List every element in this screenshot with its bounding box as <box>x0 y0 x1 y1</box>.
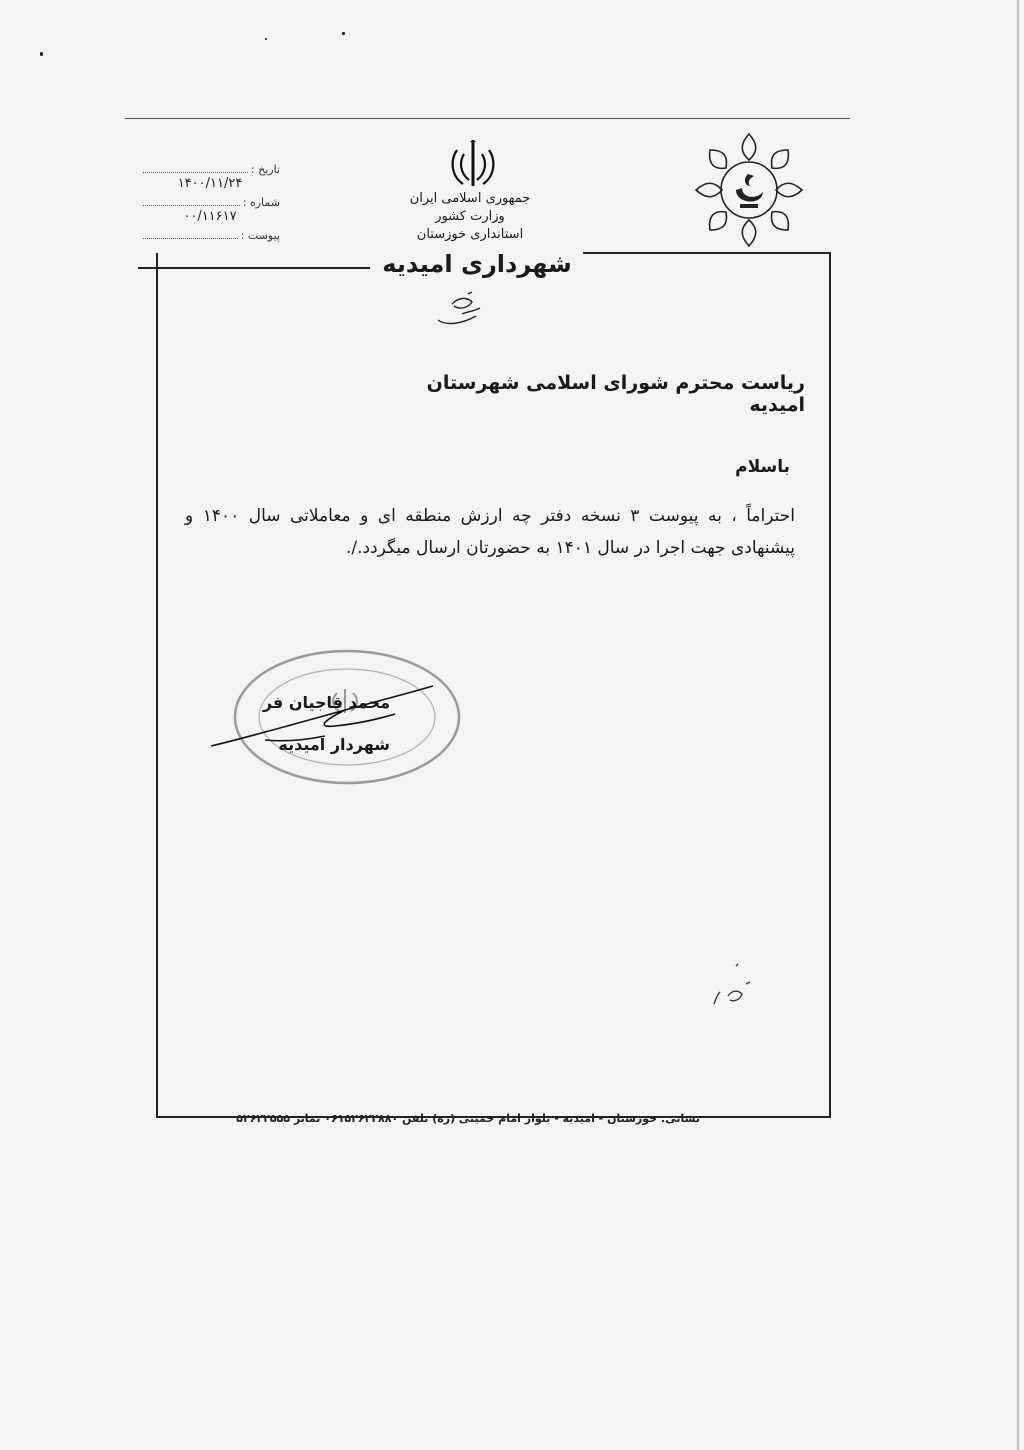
letter-body: احتراماً ، به پیوست ۳ نسخه دفتر چه ارزش منطقه ای و معاملاتی سال ۱۴۰۰ و پیشنهادی جهت اجرا در سال ۱۴۰۱ به حضورتان ارسال میگردد./. <box>185 506 796 558</box>
handwritten-signature <box>205 680 445 760</box>
municipality-title: شهرداری امیدیه <box>382 250 572 278</box>
number-line <box>140 193 280 209</box>
national-emblem-icon <box>448 140 498 192</box>
scan-speck <box>40 52 43 56</box>
salutation: باسلام <box>735 457 790 477</box>
number-value: ۰۰/۱۱۶۱۷ <box>183 209 237 224</box>
handwritten-mark <box>700 960 760 1010</box>
top-rule <box>125 118 850 119</box>
scan-speck <box>342 32 345 35</box>
signer-title: شهردار امیدیه <box>278 735 390 754</box>
attachment-label: پیوست : <box>240 229 280 242</box>
frame-rule-right <box>583 252 831 254</box>
org-line-2: وزارت کشور <box>435 209 505 224</box>
org-line-3: استانداری خوزستان <box>416 227 524 242</box>
ministry-lines <box>370 190 570 244</box>
handwritten-note <box>432 290 487 330</box>
footer-address: نشانی: خوزستان - امیدیه - بلوار امام خمینی (ره) تلفن ۰۶۱۵۲۶۲۲۸۸۰ نمابر ۵۲۶۲۲۵۵۵ <box>236 1112 700 1125</box>
signer-name: محمد قاجیان فر <box>262 693 390 712</box>
date-label: تاریخ : <box>250 163 280 176</box>
attachment-line <box>140 226 280 242</box>
municipality-logo-icon <box>690 130 808 250</box>
addressee: ریاست محترم شورای اسلامی شهرستان امیدیه <box>426 372 805 416</box>
scan-speck <box>265 38 267 40</box>
date-value: ۱۴۰۰/۱۱/۲۴ <box>177 176 243 191</box>
number-label: شماره : <box>242 196 280 209</box>
scan-edge <box>1017 0 1019 1450</box>
date-line <box>140 160 280 176</box>
org-line-1: جمهوری اسلامی ایران <box>409 191 531 206</box>
frame-rule-left <box>138 267 370 269</box>
letter-meta <box>140 160 280 242</box>
